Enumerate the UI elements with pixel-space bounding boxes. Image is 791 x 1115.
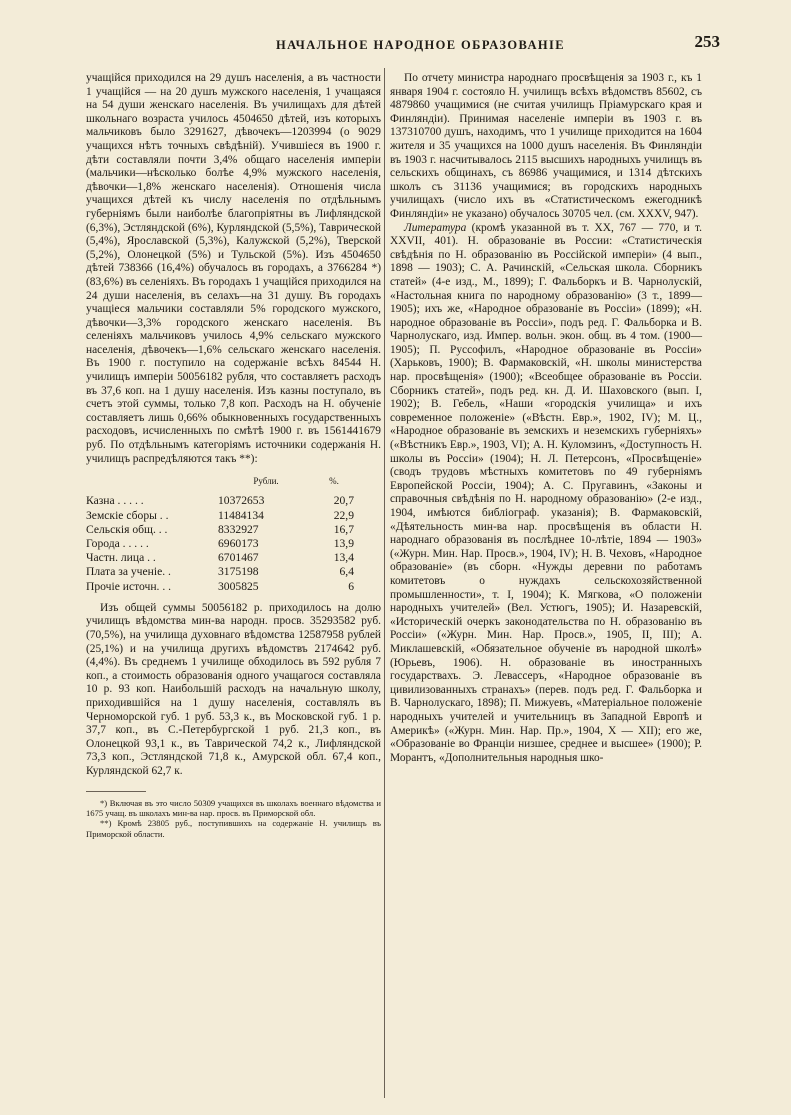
- table-cell-percent: 20,7: [333, 494, 354, 508]
- table-cell-source: Прочіе источн. . .: [86, 579, 172, 593]
- table-row: [86, 551, 381, 565]
- table-cell-rubles: 3005825: [218, 579, 259, 593]
- table-cell-percent: 13,4: [333, 551, 354, 565]
- table-cell-rubles: 8332927: [218, 522, 259, 536]
- literature-paragraph: [390, 222, 702, 766]
- table-cell-percent: 6,4: [339, 565, 354, 579]
- table-cell-rubles: 6960173: [218, 537, 259, 551]
- table-row: [86, 537, 381, 551]
- table-cell-percent: 13,9: [333, 537, 354, 551]
- literature-body: (кромѣ указанной въ т. XX, 767 — 770, и т. XXVII, 401). Н. образованіе въ России: «Статистическія свѣдѣнія по Н. образованію въ Россійской имперіи» (4 вып., 1898 — 1903); С. А. Рачинскій, «Сельская школа. Сборникъ статей» (4-е изд., М., 1899); Г. Фальборкъ и В. Чарнолускій, «Настольная книга по народному образованію» (3 т., 1899—1905); ихъ же, «Народное образованіе въ Россіи» (1899); «Н. народное образованіе въ Россіи», подъ ред. Г. Фальборка и В. Чарнолускаго, изд. Импер. вольн. экон. общ. въ 4 том. (1900—1905); П. Руссофилъ, «Народное образованіе въ Россіи» (Харьковъ, 1900); В. Фармаковскій, «Н. школы министерства нар. просвѣщенія» (1900); «Всеобщее образованіе въ Россіи. Сборникъ статей», подъ ред. кн. Д. И. Шаховского (вып. I, 1902); В. Гебель, «Наши «городскія училища» и ихъ современное положеніе» («Вѣстн. Евр.», 1902, IV); М. Ц., «Народное образованіе въ земскихъ и неземскихъ губерніяхъ» («Вѣстникъ Евр.», 1903, VI); А. Н. Куломзинъ, «Доступность Н. школы въ Россіи» (1904); Н. Л. Петерсонъ, «Просвѣщеніе» (сводъ трудовъ мѣстныхъ комитетовъ по 49 губерніямъ Европейской Россіи, 1904); А. С. Пругавинъ, «Законы и справочныя свѣдѣнія по Н. народному образованію» (2-е изд., 1904, имѣются библіограф. указанія); В. Фармаковскій, «Дѣятельность мин-ва нар. просвѣщенія въ области Н. народнаго образованія въ послѣднее 10-лѣтіе, 1894 — 1903» («Журн. Мин. Нар. Просв.», 1904, IV); Н. В. Чеховъ, «Народное образованіе» (въ сборн. «Нужды деревни по работамъ комитетовъ о нуждахъ сельскохозяйственной промышленности», т. I, 1904); К. Мягкова, «О положеніи народныхъ учителей» (Вел. Устюгъ, 1905); И. Назаревскій, «Историческій очеркъ законодательства по Н. образованію въ Россіи» («Журн. Мин. Нар. Просв.», 1905, II, III); А. Миклашевскій, «Обязательное обученіе въ народной школѣ» (Юрьевъ, 1906). Н. образованіе въ иностранныхъ государствахъ. Э. Левассеръ, «Народное образованіе въ цивилизованныхъ странахъ» (перев. подъ ред. Г. Фальборка и В. Чарнолускаго, 1898); П. Мижуевъ, «Матеріальное положеніе народныхъ учителей и учительницъ въ Западной Европѣ и Америкѣ» («Журн. Мин. Нар. Пр.», 1904, X — XII); его же, «Образованіе во Франціи низшее, среднее и высшее» (1900); Р. Морантъ, «Дополнительныя народныя шко-: [390, 221, 702, 764]
- literature-heading: Литература: [404, 221, 467, 234]
- left-paragraph-1: учащійся приходился на 29 душъ населенія, а въ частности 1 учащійся — на 20 душъ мужского населенія, 1 учащаяся на 54 души женскаго населенія. Въ училищахъ для дѣтей школьнаго возраста училось 4504650 дѣтей, изъ которыхъ мальчиковъ было 3291627, дѣвочекъ—1203994 (о 9029 учащихся нѣтъ точныхъ свѣдѣній). Учившіеся въ 1900 г. дѣти составляли почти 3,4% общаго населенія имперіи (мальчики—нѣсколько болѣе 4,9% мужского населенія, дѣвочки—1,8% женскаго населенія). Отношенія числа учащихся дѣтей къ числу населенія по отдѣльнымъ губерніямъ были наиболѣе благопріятны въ Лифляндской (6,3%), Эстляндской (6%), Курляндской (5,5%), Таврической (5,4%), Ярославской (5,3%), Калужской (5,2%), Тверской (5,2%), Олонецкой (5%) и Тульской (5%). Изъ 4504650 дѣтей 738366 (16,4%) обучалось въ городахъ, а 3766284 *) (83,6%) въ селеніяхъ. Въ городахъ 1 учащійся приходился на 24 души населенія, въ селахъ—на 31 душу. Въ городахъ учащіеся мальчики составляли 5% городского мужского, дѣвочки—3,3% городского женскаго населенія. Въ селеніяхъ мальчиковъ училось 4,9% сельскаго мужского населенія, дѣвочекъ—1,6% сельскаго женскаго населенія. Въ 1900 г. поступило на содержаніе всѣхъ 84544 Н. училищъ имперіи 50056182 рубля, что составляетъ расходъ въ 37,6 коп. на 1 душу населенія. Изъ казны поступало, въ счетъ этой суммы, только 7,8 коп. Расходъ на Н. обученіе составляетъ лишь 0,66% обыкновенныхъ государственныхъ расходовъ, исчисленныхъ по смѣтѣ 1900 г. въ 1561441679 руб. По отдѣльнымъ категоріямъ источники содержанія Н. училищъ распредѣляются такъ **):: [86, 72, 381, 465]
- table-cell-source: Города . . . . .: [86, 537, 149, 551]
- table-row: [86, 509, 381, 523]
- table-cell-percent: 6: [348, 579, 354, 593]
- table-cell-source: Казна . . . . .: [86, 494, 144, 508]
- table-cell-rubles: 11484134: [218, 508, 264, 522]
- page-number: 253: [694, 32, 720, 51]
- page-header: [86, 32, 720, 58]
- table-header-cell: Рубли.: [253, 476, 279, 487]
- funding-table: [86, 474, 381, 594]
- table-cell-source: Частн. лица . .: [86, 551, 156, 565]
- table-cell-percent: 22,9: [333, 508, 354, 522]
- footnote: **) Кромѣ 23805 руб., поступившихъ на содержаніе Н. училищъ въ Приморской области.: [86, 818, 381, 839]
- footnote-divider: [86, 791, 146, 792]
- column-divider: [384, 68, 385, 1098]
- table-row: [86, 565, 381, 579]
- table-row: [86, 523, 381, 537]
- left-column: [86, 72, 381, 839]
- table-row: [86, 494, 381, 508]
- table-cell-percent: 16,7: [333, 522, 354, 536]
- left-paragraph-2: Изъ общей суммы 50056182 р. приходилось на долю училищъ вѣдомства мин-ва народн. просв. 35293582 руб. (70,5%), на училища духовнаго вѣдомства 12587958 рублей (25,1%) и на училища другихъ вѣдомствъ 2174642 руб. (4,4%). Въ среднемъ 1 училище обходилось въ 592 рубля 7 коп., а стоимость образованія одного учащагося составляла 10 р. 93 коп. Наибольшій расходъ на начальную школу, приходившійся на 1 душу населенія, составлялъ въ Черноморской губ. 1 руб. 53,3 к., въ Московской губ. 1 р. 37,7 коп., въ С.-Петербургской 1 руб. 21,3 коп., въ Олонецкой 93,1 к., въ Таврической 74,2 к., Лифляндской 73,3 коп., Эстляндской 71,8 к., Амурской обл. 67,4 коп., Курляндской 62,7 к.: [86, 601, 381, 777]
- table-cell-source: Сельскія общ. . .: [86, 522, 168, 536]
- table-cell-source: Земскіе сборы . .: [86, 508, 169, 522]
- table-row: [86, 580, 381, 594]
- table-cell-rubles: 3175198: [218, 565, 259, 579]
- table-cell-source: Плата за ученіе. .: [86, 565, 171, 579]
- table-header-cell: [86, 474, 218, 488]
- running-head: НАЧАЛЬНОЕ НАРОДНОЕ ОБРАЗОВАНІЕ: [276, 38, 566, 52]
- right-column: [390, 72, 702, 765]
- table-cell-rubles: 6701467: [218, 551, 259, 565]
- footnote: *) Включая въ это число 50309 учащихся въ школахъ военнаго вѣдомства и 1675 учащ. въ школахъ мин-ва нар. просв. въ Приморской обл.: [86, 797, 381, 818]
- table-header: [86, 474, 381, 488]
- right-paragraph-1: По отчету министра народнаго просвѣщенія за 1903 г., къ 1 января 1904 г. состояло Н. училищъ всѣхъ вѣдомствъ 85602, съ 4879860 учащимися (не считая училищъ Пріамурскаго края и Финляндіи). Принимая населеніе имперіи въ 1903 г. въ 137310700 душъ, находимъ, что 1 училище приходится на 1604 жителя и 35 учащихся на 1000 душъ населенія. Въ Финляндіи въ 1903 г. насчитывалось 2115 высшихъ народныхъ училищъ въ сельскихъ общинахъ, съ 86986 учащимися, и 1314 дѣтскихъ школъ съ 31136 учащимися; въ городскихъ народныхъ училищахъ (число ихъ въ «Статистическомъ ежегодникѣ Финляндіи» не указано) обучалось 30705 чел. (см. XXXV, 947).: [390, 72, 702, 220]
- table-header-cell: %.: [329, 476, 339, 487]
- table-cell-rubles: 10372653: [218, 494, 265, 508]
